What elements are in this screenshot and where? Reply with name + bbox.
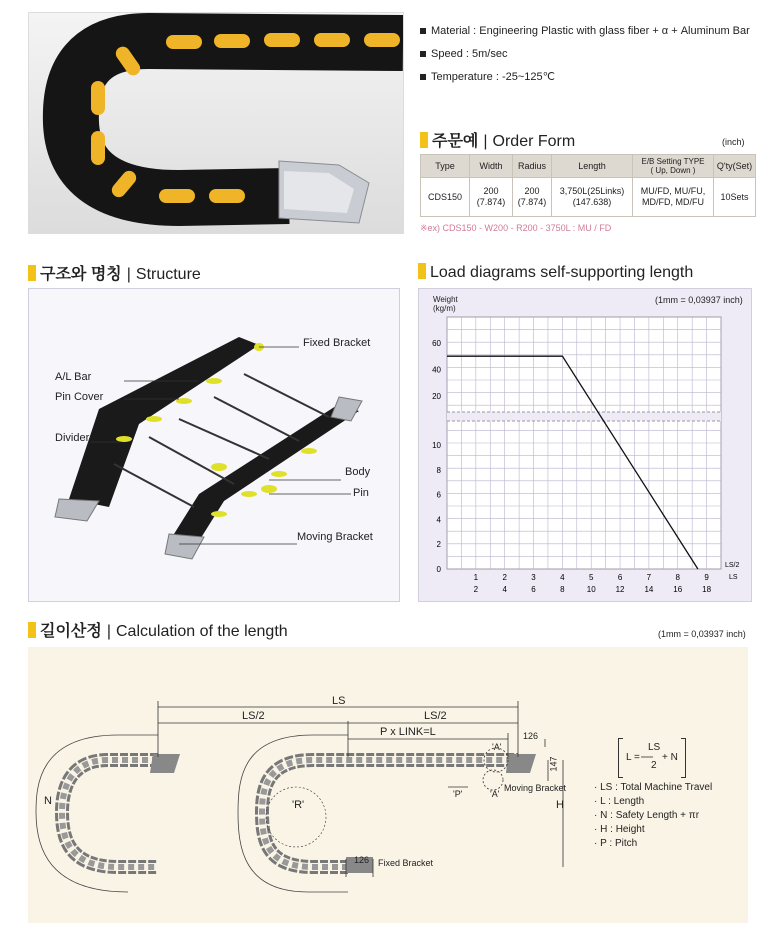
bullet-icon [420, 74, 426, 80]
table-header-row: Type Width Radius Length E/B Setting TYPE ( Up, Down ) Q'ty(Set) [421, 155, 756, 178]
calc-legend [594, 781, 712, 851]
x-axis-label-bottom: LS [729, 574, 738, 581]
label-moving-bracket-calc: Moving Bracket [504, 783, 567, 793]
spec-material: Material : Engineering Plastic with glass fiber + α + Aluminum Bar [420, 20, 750, 43]
order-form-table [420, 154, 756, 217]
label-body: Body [345, 466, 371, 478]
dim-126-top: 126 [523, 731, 539, 741]
x-tick-label: 7 [646, 573, 652, 582]
dim-p-link: P x LINK=L [380, 726, 436, 738]
label-fixed-bracket-calc: Fixed Bracket [378, 858, 434, 868]
x-tick-label: 18 [702, 585, 712, 594]
y-tick-label: 10 [432, 441, 441, 450]
x-tick-label: 6 [531, 585, 536, 594]
y-tick-label: 40 [432, 365, 441, 375]
product-photo [28, 12, 404, 234]
label-fixed-bracket: Fixed Bracket [303, 337, 371, 349]
y-tick-label: 20 [432, 391, 441, 401]
x-tick-label: 3 [531, 573, 536, 582]
chart-note: (1mm = 0,03937 inch) [655, 295, 743, 305]
table-row: CDS150 200 (7.874) 200 (7.874) 3,750L(25Links) (147.638) MU/FD, MU/FU, MD/FD, MD/FU 10Sets [421, 178, 756, 217]
detail-p: 'P' [453, 789, 463, 799]
x-tick-label: 4 [560, 573, 565, 582]
y-tick-label: 60 [432, 339, 441, 348]
order-example: ※ex) CDS150 - W200 - R200 - 3750L : MU / FD [420, 223, 612, 233]
y-tick-label: 0 [436, 565, 441, 574]
legend-item: · H : Height [594, 824, 645, 835]
label-moving-bracket: Moving Bracket [297, 531, 373, 543]
x-tick-label: 8 [560, 585, 565, 594]
detail-a-bottom: 'A' [490, 789, 500, 799]
x-tick-label: 12 [615, 585, 625, 594]
spec-speed: Speed : 5m/sec [420, 43, 750, 66]
x-tick-label: 16 [673, 585, 683, 594]
section-marker-icon [28, 265, 36, 281]
legend-item: · L : Length [594, 796, 645, 807]
detail-a-top: 'A' [492, 742, 502, 752]
dim-h: H [556, 799, 564, 811]
dim-147: 147 [548, 756, 559, 772]
x-tick-label: 10 [586, 585, 596, 594]
x-tick-label: 4 [502, 585, 507, 594]
x-axis-label-top: LS/2 [725, 562, 740, 569]
load-chart-panel [418, 288, 752, 602]
legend-item: · N : Safety Length + πr [594, 810, 700, 821]
length-formula: L = LS 2 + N [618, 738, 686, 778]
spec-temperature: Temperature : -25~125℃ [420, 66, 750, 89]
x-tick-label: 5 [588, 573, 594, 582]
label-pin-cover: Pin Cover [55, 391, 104, 403]
y-tick-label: 6 [436, 490, 441, 500]
section-marker-icon [418, 263, 426, 279]
detail-r: 'R' [292, 799, 305, 811]
order-form-unit: (inch) [722, 137, 745, 147]
label-al-bar: A/L Bar [55, 371, 92, 383]
x-tick-label: 8 [675, 573, 680, 582]
calc-heading: 길이산정 | Calculation of the length [28, 618, 288, 641]
legend-item: · P : Pitch [594, 838, 638, 849]
structure-heading: 구조와 명칭 | Structure [28, 261, 201, 284]
structure-diagram [28, 288, 400, 602]
legend-item: · LS : Total Machine Travel [594, 782, 713, 793]
calc-note: (1mm = 0,03937 inch) [658, 629, 746, 639]
dim-ls-half-left: LS/2 [242, 710, 265, 722]
y-tick-label: 8 [436, 465, 441, 475]
order-form-heading: 주문예 | Order Form [420, 128, 575, 151]
x-tick-label: 14 [644, 585, 654, 594]
section-marker-icon [28, 622, 36, 638]
y-tick-label: 2 [436, 540, 441, 550]
chart-ylabel: Weight (kg/m) [433, 295, 458, 313]
x-tick-label: 2 [502, 573, 507, 582]
spec-list [420, 20, 750, 89]
section-marker-icon [420, 132, 428, 148]
dim-n: N [44, 795, 52, 807]
x-tick-label: 2 [473, 585, 479, 594]
x-tick-label: 9 [704, 573, 709, 582]
label-divider: Divider [55, 432, 90, 444]
x-tick-label: 6 [617, 573, 623, 582]
dim-ls-half-right: LS/2 [424, 710, 447, 722]
load-chart [419, 289, 751, 601]
x-tick-label: 1 [473, 573, 479, 582]
load-heading: Load diagrams self-supporting length [418, 263, 693, 282]
axis-break [447, 412, 721, 421]
dim-126-bottom: 126 [354, 855, 370, 865]
y-tick-label: 4 [436, 515, 441, 525]
dim-ls: LS [332, 695, 346, 707]
bullet-icon [420, 51, 426, 57]
label-pin: Pin [353, 487, 369, 499]
bullet-icon [420, 28, 426, 34]
